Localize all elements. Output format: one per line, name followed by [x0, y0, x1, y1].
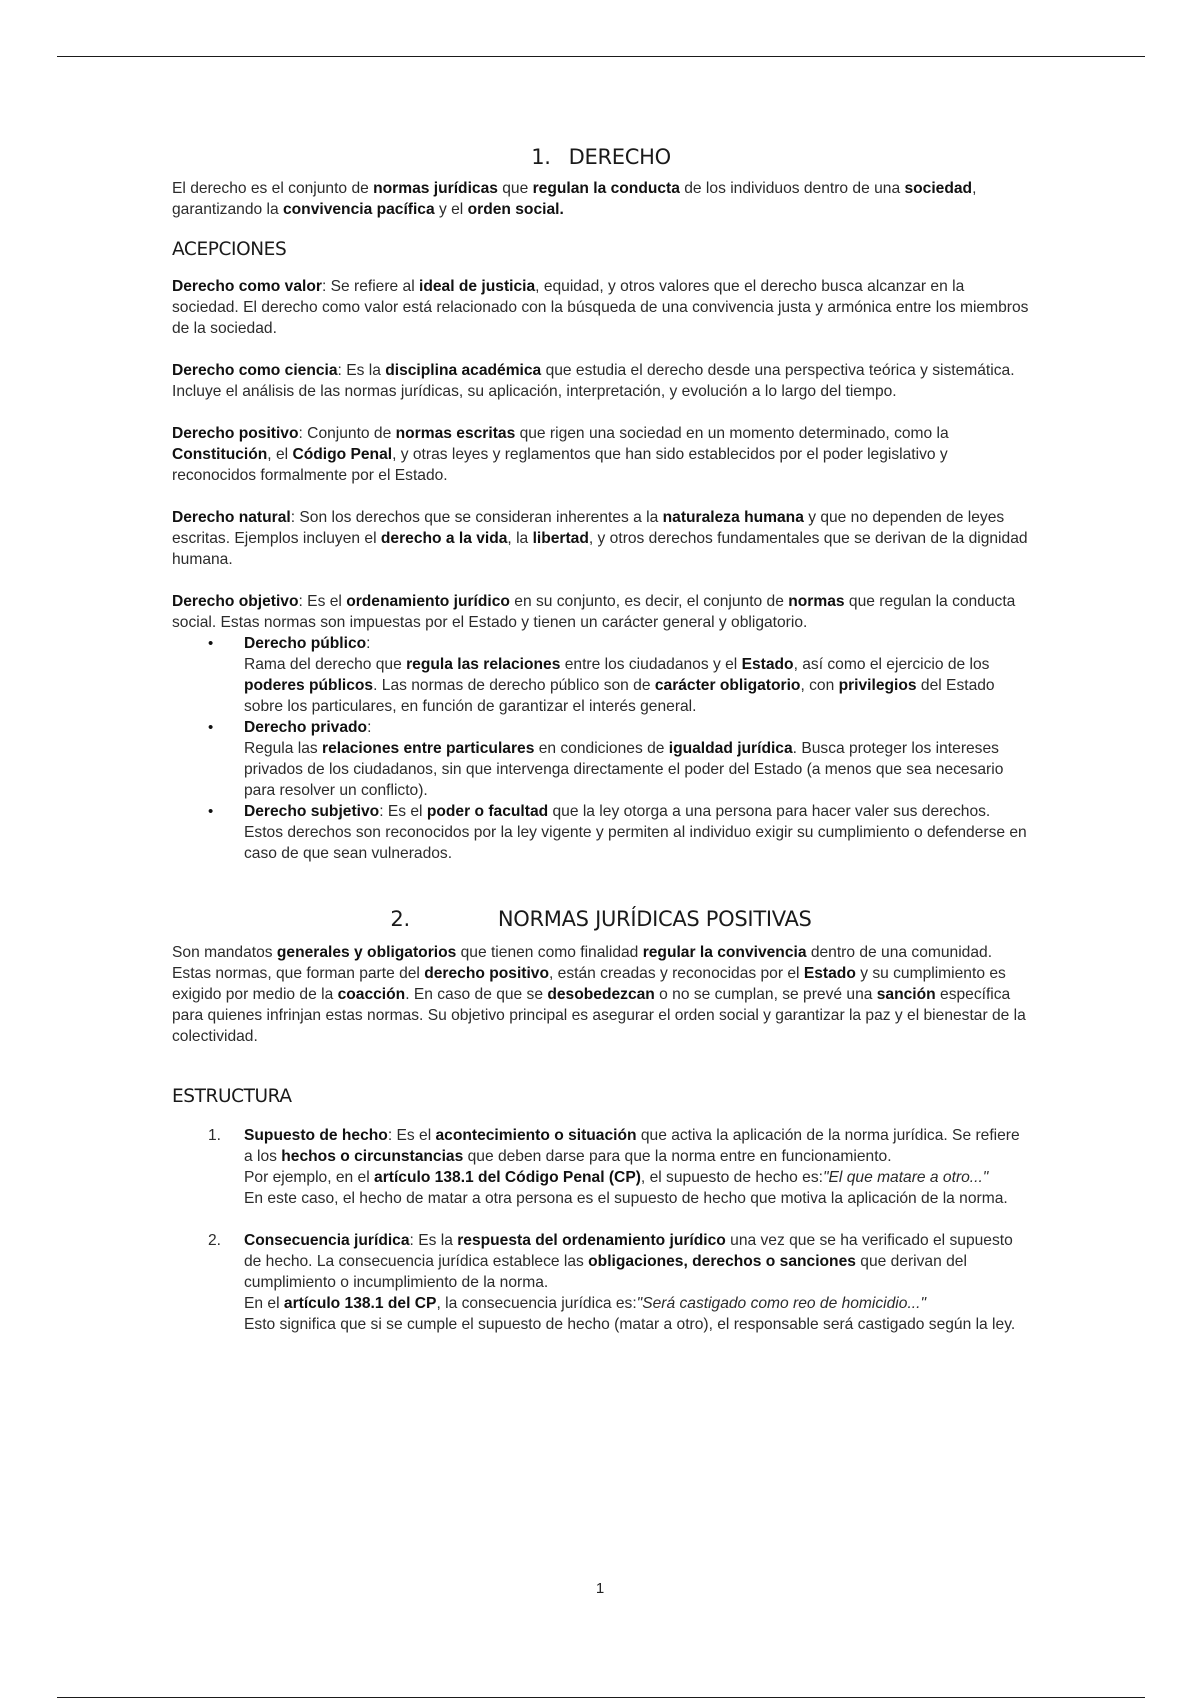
text-run: : Se refiere al [321, 278, 420, 295]
text-run: , la consecuencia jurídica es: [436, 1295, 637, 1312]
text-run: : [367, 719, 372, 736]
text-run: del Estado sobre los particulares, en función de garantizar el interés general. [244, 677, 995, 715]
text-run: : Conjunto de [298, 425, 396, 442]
bold-term: coacción [337, 986, 406, 1003]
text-run: que estudia el derecho desde una perspectiva teórica y sistemática. Incluye el análisis de las normas jurídicas, su aplicación, interpretación, y evolución a lo largo del tiempo. [172, 362, 1015, 400]
text-run: Regula las [244, 740, 323, 757]
bold-term: normas [788, 593, 845, 610]
text-run: , equidad, y otros valores que el derecho busca alcanzar en la sociedad. El derecho como valor está relacionado con la búsqueda de una convivencia justa y armónica entre los miembros de la sociedad. [172, 278, 1029, 337]
text-run: : Es la [409, 1232, 458, 1249]
bold-term: Derecho positivo [172, 425, 299, 442]
bold-term: acontecimiento o situación [435, 1127, 637, 1144]
page-content [172, 140, 1030, 1335]
top-divider [57, 56, 1145, 57]
bold-term: Consecuencia jurídica [244, 1232, 410, 1249]
item-1-text [244, 1127, 1020, 1207]
item-1-number: 1. [208, 1127, 222, 1144]
bold-term: regular la convivencia [642, 944, 807, 961]
section-1-title [172, 140, 1030, 174]
bold-term: Derecho como ciencia [172, 362, 338, 379]
bold-term: Estado [803, 965, 856, 982]
text-run: , con [800, 677, 839, 694]
bold-term: regulan la conducta [532, 180, 680, 197]
item-2-text [244, 1232, 1015, 1333]
bold-term: desobedezcan [547, 986, 655, 1003]
text-run: en su conjunto, es decir, el conjunto de [509, 593, 789, 610]
text-run: , garantizando la [172, 180, 977, 218]
bold-term: poder o facultad [426, 803, 549, 820]
section-2-title-text: NORMAS JURÍDICAS POSITIVAS [497, 907, 812, 931]
text-run: o no se cumplan, se prevé una [654, 986, 877, 1003]
estructura-item-supuesto [172, 1125, 1030, 1209]
text-run: que regulan la conducta social. Estas normas son impuestas por el Estado y tienen un carácter general y obligatorio. [172, 593, 1016, 631]
bullet-derecho-privado [172, 717, 1030, 801]
quoted-text: "Será castigado como reo de homicidio..." [636, 1295, 926, 1312]
text-run: El derecho es el conjunto de [172, 180, 374, 197]
section-1-intro [172, 178, 1030, 220]
text-run: En el [244, 1295, 284, 1312]
text-run: que [497, 180, 533, 197]
text-run: : Son los derechos que se consideran inherentes a la [290, 509, 663, 526]
bold-term: Derecho como valor [172, 278, 322, 295]
text-run: que derivan del cumplimiento o incumplimiento de la norma. [244, 1253, 967, 1291]
quoted-text: "El que matare a otro..." [822, 1169, 989, 1186]
estructura-heading: ESTRUCTURA [172, 1086, 292, 1107]
bold-term: normas jurídicas [373, 180, 498, 197]
text-run: : Es la [337, 362, 386, 379]
text-run: . En caso de que se [405, 986, 548, 1003]
bold-term: libertad [532, 530, 589, 547]
estructura-list [172, 1125, 1030, 1335]
text-run: : Es el [379, 803, 427, 820]
derecho-positivo-paragraph [172, 423, 1030, 486]
acepciones-heading: ACEPCIONES [172, 239, 287, 260]
text-run: : Es el [387, 1127, 436, 1144]
bold-term: carácter obligatorio [654, 677, 801, 694]
text-run: en condiciones de [534, 740, 669, 757]
bold-term: Constitución [172, 446, 268, 463]
bold-term: normas escritas [395, 425, 516, 442]
page-number: 1 [595, 1580, 605, 1597]
text-run: , están creadas y reconocidas por el [549, 965, 804, 982]
text-run: dentro de una comunidad. Estas normas, que forman parte del [172, 944, 993, 982]
bold-term: derecho a la vida [380, 530, 508, 547]
bold-term: derecho positivo [424, 965, 550, 982]
text-run: y su cumplimiento es exigido por medio de la [172, 965, 1006, 1003]
section-2-intro [172, 942, 1030, 1047]
section-1-number: 1. [531, 145, 551, 169]
derecho-natural-paragraph [172, 507, 1030, 570]
text-run: que activa la aplicación de la norma jurídica. Se refiere a los [244, 1127, 1020, 1165]
text-run: que la ley otorga a una persona para hacer valer sus derechos. Estos derechos son reconocidos por la ley vigente y permiten al individuo exigir su cumplimiento o defenderse en caso de que sean vulnerados. [244, 803, 1027, 862]
bold-term: orden social. [467, 201, 564, 218]
text-run: de los individuos dentro de una [679, 180, 905, 197]
bold-term: Código Penal [292, 446, 393, 463]
text-run: , y otros derechos fundamentales que se derivan de la dignidad humana. [172, 530, 1028, 568]
text-run: y el [434, 201, 468, 218]
bold-term: ordenamiento jurídico [346, 593, 510, 610]
bold-term: disciplina académica [385, 362, 542, 379]
bold-term: generales y obligatorios [276, 944, 457, 961]
bold-term: regula las relaciones [406, 656, 561, 673]
bold-term: Derecho público [244, 635, 367, 652]
text-run: entre los ciudadanos y el [560, 656, 742, 673]
text-run: , el supuesto de hecho es: [640, 1169, 823, 1186]
bold-term: poderes públicos [244, 677, 374, 694]
bold-term: convivencia pacífica [282, 201, 435, 218]
text-run: , así como el ejercicio de los [793, 656, 990, 673]
bold-term: Derecho subjetivo [244, 803, 380, 820]
section-2-number: 2. [390, 907, 410, 931]
bold-term: igualdad jurídica [668, 740, 793, 757]
derecho-objetivo-paragraph [172, 591, 1030, 633]
bold-term: Derecho natural [172, 509, 291, 526]
text-run: : Es el [298, 593, 347, 610]
bold-term: sociedad [904, 180, 973, 197]
bold-term: Supuesto de hecho [244, 1127, 388, 1144]
text-run: . Busca proteger los intereses privados de los ciudadanos, sin que intervenga directamente el poder del Estado (a menos que sea necesario para resolver un conflicto). [244, 740, 1004, 799]
bold-term: Derecho objetivo [172, 593, 299, 610]
bold-term: hechos o circunstancias [281, 1148, 464, 1165]
text-run: , el [267, 446, 293, 463]
text-run: Por ejemplo, en el [244, 1169, 375, 1186]
text-run: Esto significa que si se cumple el supuesto de hecho (matar a otro), el responsable será castigado según la ley. [244, 1316, 1016, 1333]
bold-term: Estado [741, 656, 794, 673]
text-run: específica para quienes infrinjan estas normas. Su objetivo principal es asegurar el orden social y garantizar la paz y el bienestar de la colectividad. [172, 986, 1026, 1045]
derecho-valor-paragraph [172, 276, 1030, 339]
text-run: En este caso, el hecho de matar a otra persona es el supuesto de hecho que motiva la aplicación de la norma. [244, 1190, 1008, 1207]
bold-term: respuesta del ordenamiento jurídico [457, 1232, 726, 1249]
bullet-derecho-subjetivo [172, 801, 1030, 864]
bold-term: obligaciones, derechos o sanciones [588, 1253, 856, 1270]
bullet-derecho-publico [172, 633, 1030, 717]
bold-term: naturaleza humana [662, 509, 804, 526]
text-run: Rama del derecho que [244, 656, 407, 673]
text-run: que tienen como finalidad [456, 944, 643, 961]
derecho-objetivo-bullets [172, 633, 1030, 864]
bold-term: sanción [876, 986, 936, 1003]
bold-term: artículo 138.1 del CP [283, 1295, 437, 1312]
bold-term: artículo 138.1 del Código Penal (CP) [374, 1169, 641, 1186]
bold-term: Derecho privado [244, 719, 368, 736]
text-run: una vez que se ha verificado el supuesto de hecho. La consecuencia jurídica establece las [244, 1232, 1013, 1270]
text-run: y que no dependen de leyes escritas. Ejemplos incluyen el [172, 509, 1005, 547]
derecho-ciencia-paragraph [172, 360, 1030, 402]
text-run: . Las normas de derecho público son de [373, 677, 655, 694]
estructura-item-consecuencia [172, 1230, 1030, 1335]
section-1-title-text: DERECHO [568, 145, 671, 169]
section-2-title [172, 902, 1030, 936]
text-run: que deben darse para que la norma entre en funcionamiento. [463, 1148, 892, 1165]
bold-term: privilegios [838, 677, 917, 694]
bottom-divider [57, 1697, 1145, 1698]
bold-term: ideal de justicia [419, 278, 536, 295]
text-run: que rigen una sociedad en un momento determinado, como la [515, 425, 949, 442]
text-run: , y otras leyes y reglamentos que han sido establecidos por el poder legislativo y reconocidos formalmente por el Estado. [172, 446, 948, 484]
text-run: : [366, 635, 371, 652]
text-run: , la [507, 530, 533, 547]
item-2-number: 2. [208, 1232, 222, 1249]
bold-term: relaciones entre particulares [322, 740, 535, 757]
text-run: Son mandatos [172, 944, 277, 961]
